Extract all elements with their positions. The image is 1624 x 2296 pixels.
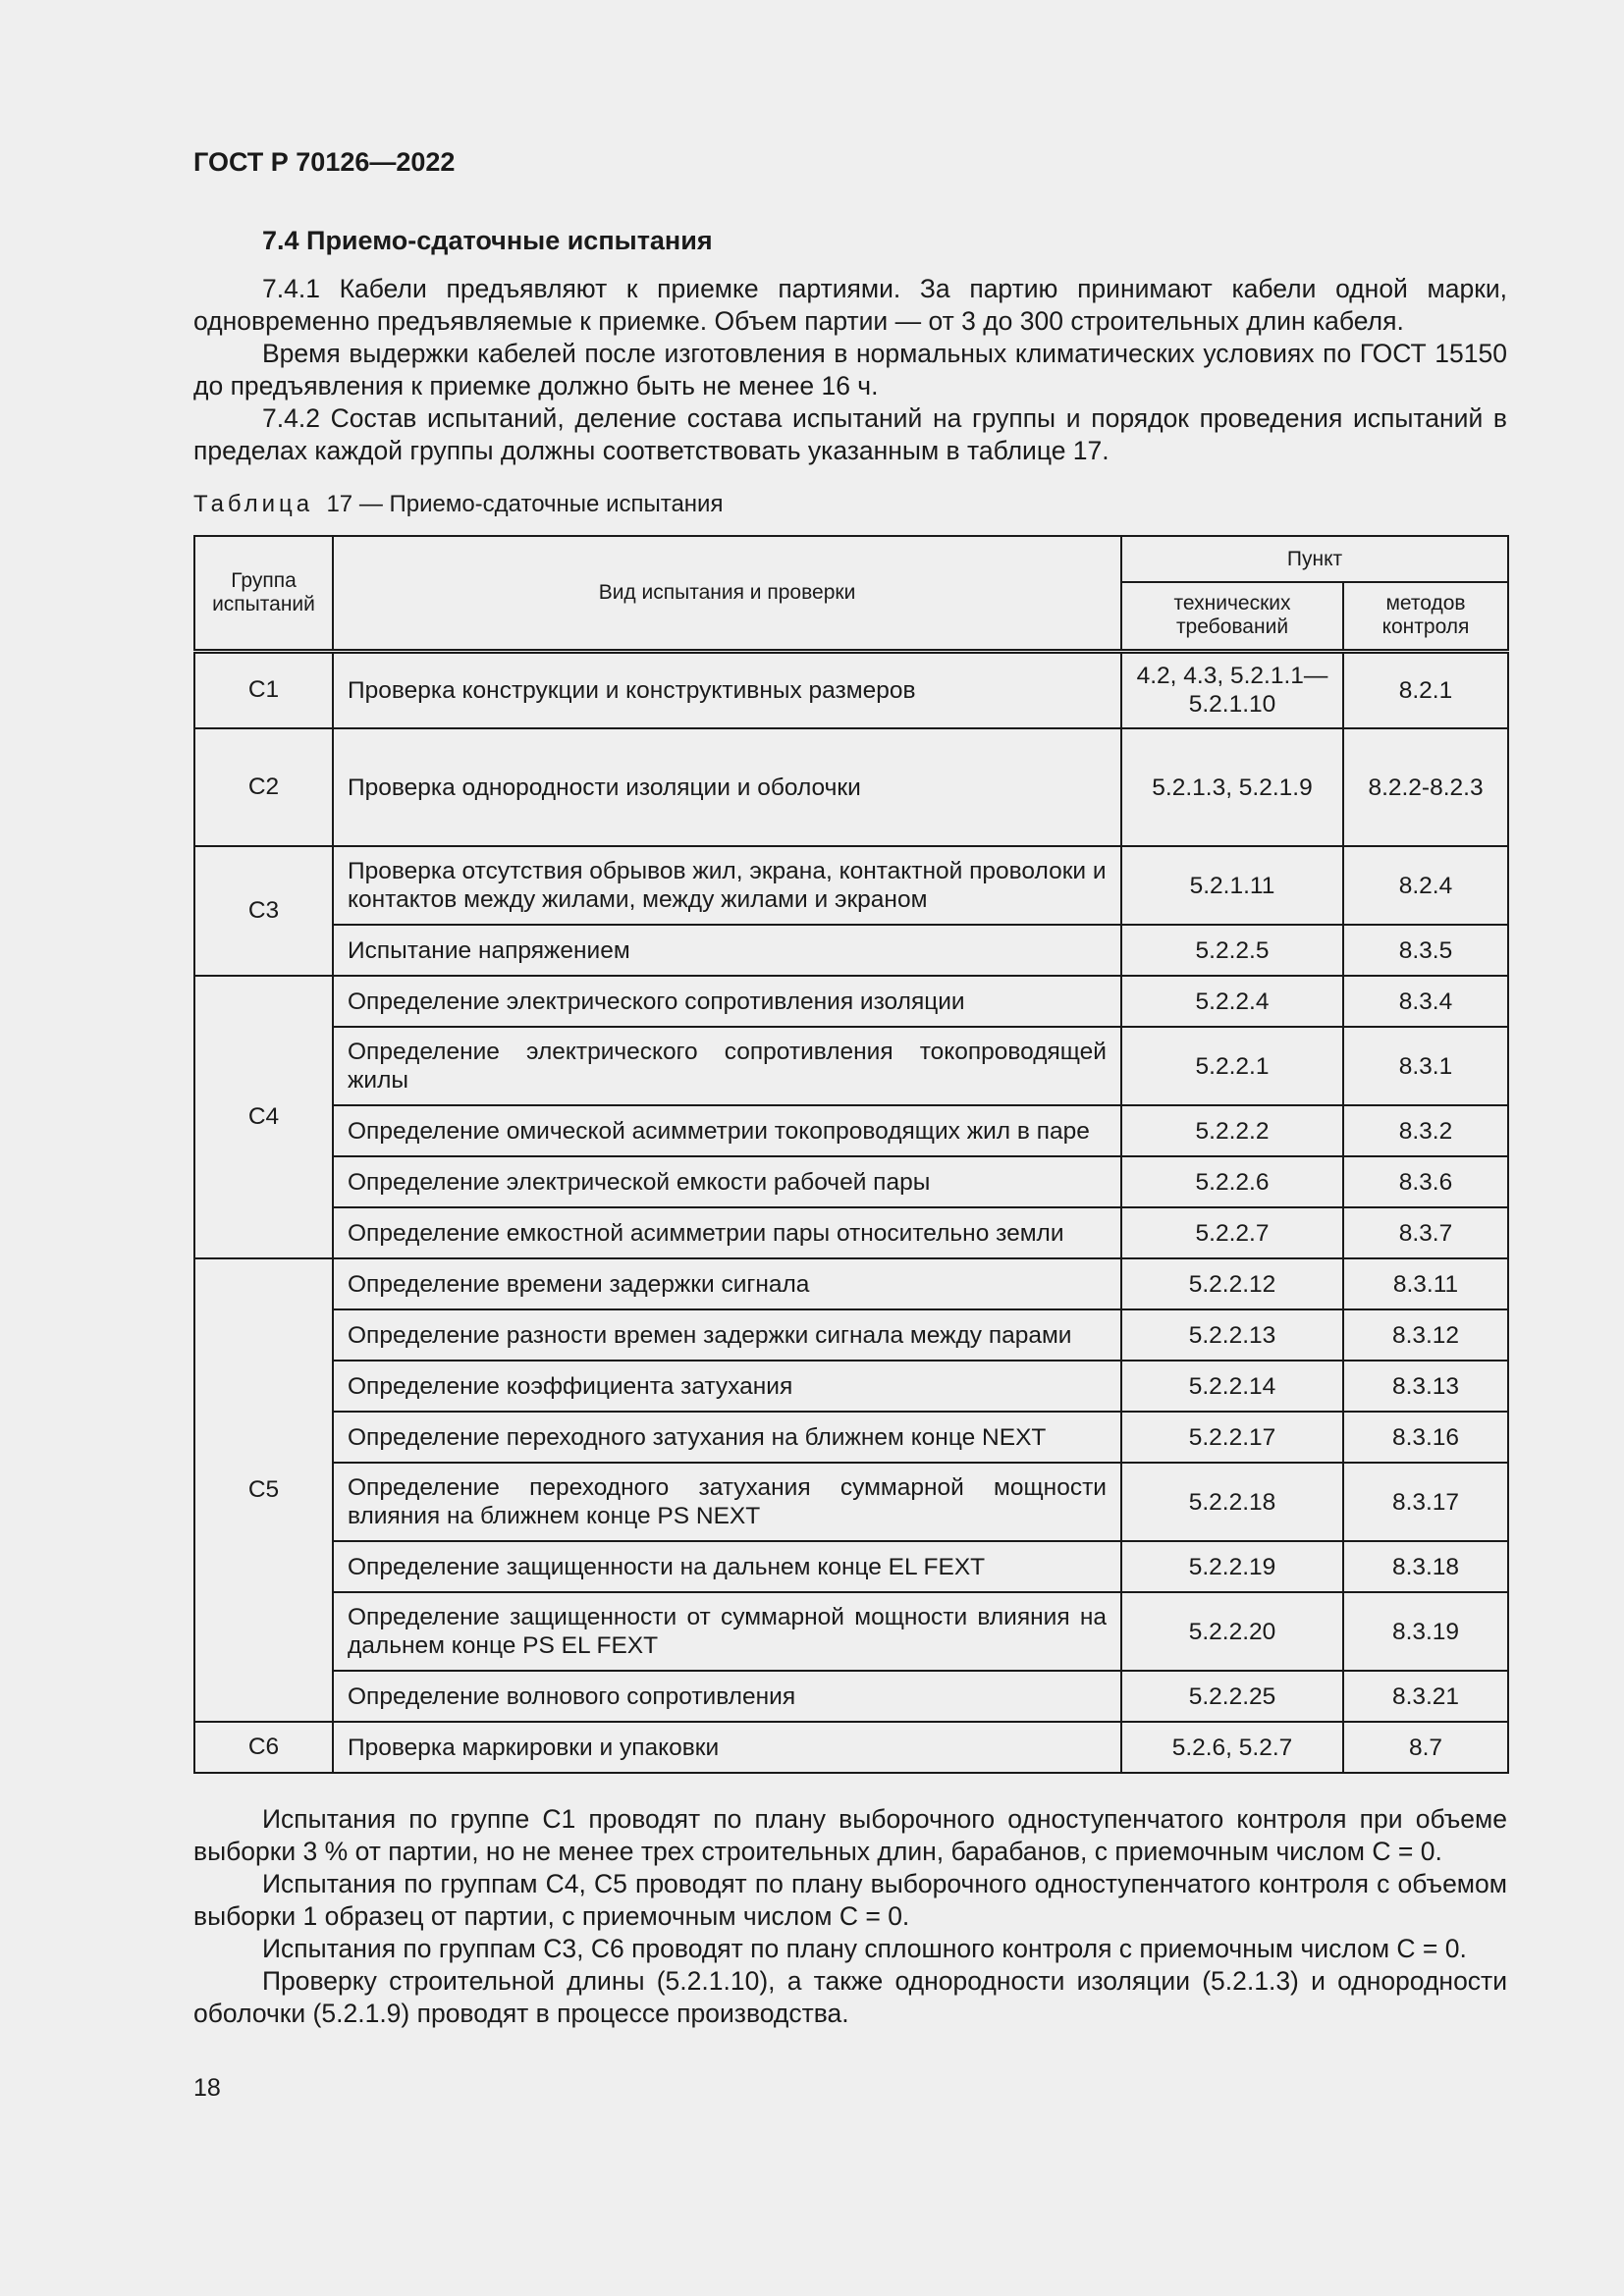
paragraph: 7.4.2 Состав испытаний, деление состава испытаний на группы и порядок проведения испытаний в пределах каждой группы должны соответствовать указанным в таблице 17.: [193, 403, 1507, 465]
group-cell: С5: [194, 1258, 333, 1722]
table-row: [194, 1156, 1508, 1207]
table-caption: [193, 491, 723, 518]
table-row: [194, 1207, 1508, 1258]
table-row: [194, 1258, 1508, 1309]
tech-cell: 5.2.6, 5.2.7: [1121, 1722, 1343, 1773]
test-cell: Проверка однородности изоляции и оболочки: [333, 728, 1121, 846]
tech-cell: 5.2.1.11: [1121, 846, 1343, 925]
table-row: [194, 1671, 1508, 1722]
table-row: [194, 1592, 1508, 1671]
tech-cell: 5.2.2.12: [1121, 1258, 1343, 1309]
method-cell: 8.3.4: [1343, 976, 1508, 1027]
table-row: [194, 1463, 1508, 1541]
test-cell: Определение переходного затухания на ближнем конце NEXT: [333, 1412, 1121, 1463]
header-group: Группа испытаний: [194, 536, 333, 651]
intro-text: [193, 273, 1507, 467]
test-cell: Проверка отсутствия обрывов жил, экрана, контактной проволоки и контактов между жилами, между жилами и экраном: [333, 846, 1121, 925]
test-cell: Определение переходного затухания суммарной мощности влияния на ближнем конце PS NEXT: [333, 1463, 1121, 1541]
method-cell: 8.3.18: [1343, 1541, 1508, 1592]
test-cell: Определение защищенности на дальнем конце EL FEXT: [333, 1541, 1121, 1592]
tech-cell: 5.2.2.17: [1121, 1412, 1343, 1463]
group-cell: С1: [194, 651, 333, 728]
tech-cell: 5.2.2.4: [1121, 976, 1343, 1027]
paragraph: Проверку строительной длины (5.2.1.10), а также однородности изоляции (5.2.1.3) и однородности оболочки (5.2.1.9) проводят в процессе производства.: [193, 1966, 1507, 2028]
group-cell: С6: [194, 1722, 333, 1773]
page-number: 18: [193, 2074, 221, 2102]
method-cell: 8.3.19: [1343, 1592, 1508, 1671]
method-cell: 8.2.4: [1343, 846, 1508, 925]
method-cell: 8.3.7: [1343, 1207, 1508, 1258]
table-row: [194, 651, 1508, 728]
table-row: [194, 846, 1508, 925]
table-row: [194, 1541, 1508, 1592]
method-cell: 8.3.1: [1343, 1027, 1508, 1105]
test-cell: Определение емкостной асимметрии пары относительно земли: [333, 1207, 1121, 1258]
group-cell: С2: [194, 728, 333, 846]
table-caption-text: 17 — Приемо-сдаточные испытания: [326, 491, 724, 517]
header-tech: технических требований: [1121, 582, 1343, 651]
test-cell: Определение электрической емкости рабочей пары: [333, 1156, 1121, 1207]
paragraph: Время выдержки кабелей после изготовления в нормальных климатических условиях по ГОСТ 15150 до предъявления к приемке должно быть не менее 16 ч.: [193, 339, 1507, 400]
tech-cell: 5.2.2.1: [1121, 1027, 1343, 1105]
tech-cell: 5.2.2.14: [1121, 1361, 1343, 1412]
method-cell: 8.7: [1343, 1722, 1508, 1773]
table-row: [194, 1412, 1508, 1463]
test-cell: Определение омической асимметрии токопроводящих жил в паре: [333, 1105, 1121, 1156]
table-row: [194, 1105, 1508, 1156]
tech-cell: 5.2.2.2: [1121, 1105, 1343, 1156]
table-row: [194, 728, 1508, 846]
header-clause: Пункт: [1121, 536, 1508, 582]
paragraph: 7.4.1 Кабели предъявляют к приемке партиями. За партию принимают кабели одной марки, одновременно предъявляемые к приемке. Объем партии — от 3 до 300 строительных длин кабеля.: [193, 274, 1507, 336]
tech-cell: 5.2.2.13: [1121, 1309, 1343, 1361]
test-cell: Определение электрического сопротивления токопроводящей жилы: [333, 1027, 1121, 1105]
after-text: [193, 1803, 1507, 2030]
test-cell: Определение защищенности от суммарной мощности влияния на дальнем конце PS EL FEXT: [333, 1592, 1121, 1671]
tech-cell: 5.2.2.6: [1121, 1156, 1343, 1207]
table-row: [194, 1309, 1508, 1361]
test-cell: Определение времени задержки сигнала: [333, 1258, 1121, 1309]
test-cell: Определение коэффициента затухания: [333, 1361, 1121, 1412]
paragraph: Испытания по группе С1 проводят по плану выборочного одноступенчатого контроля при объеме выборки 3 % от партии, но не менее трех строительных длин, барабанов, с приемочным числом С = 0.: [193, 1804, 1507, 1866]
method-cell: 8.3.21: [1343, 1671, 1508, 1722]
table-row: [194, 1027, 1508, 1105]
method-cell: 8.2.2-8.2.3: [1343, 728, 1508, 846]
table-row: [194, 976, 1508, 1027]
method-cell: 8.3.6: [1343, 1156, 1508, 1207]
tech-cell: 5.2.2.25: [1121, 1671, 1343, 1722]
tech-cell: 5.2.1.3, 5.2.1.9: [1121, 728, 1343, 846]
tech-cell: 5.2.2.7: [1121, 1207, 1343, 1258]
method-cell: 8.3.12: [1343, 1309, 1508, 1361]
table-caption-label: Таблица: [193, 491, 314, 517]
test-cell: Проверка маркировки и упаковки: [333, 1722, 1121, 1773]
method-cell: 8.3.5: [1343, 925, 1508, 976]
tech-cell: 5.2.2.19: [1121, 1541, 1343, 1592]
group-cell: С4: [194, 976, 333, 1258]
method-cell: 8.2.1: [1343, 651, 1508, 728]
tech-cell: 5.2.2.18: [1121, 1463, 1343, 1541]
tests-table: [193, 535, 1509, 1774]
section-title: 7.4 Приемо-сдаточные испытания: [262, 226, 713, 255]
test-cell: Определение волнового сопротивления: [333, 1671, 1121, 1722]
tech-cell: 5.2.2.20: [1121, 1592, 1343, 1671]
header-test: Вид испытания и проверки: [333, 536, 1121, 651]
tech-cell: 5.2.2.5: [1121, 925, 1343, 976]
test-cell: Определение разности времен задержки сигнала между парами: [333, 1309, 1121, 1361]
document-header: ГОСТ Р 70126—2022: [193, 147, 456, 177]
test-cell: Проверка конструкции и конструктивных размеров: [333, 651, 1121, 728]
method-cell: 8.3.2: [1343, 1105, 1508, 1156]
method-cell: 8.3.13: [1343, 1361, 1508, 1412]
group-cell: С3: [194, 846, 333, 976]
paragraph: Испытания по группам С3, С6 проводят по плану сплошного контроля с приемочным числом С = 0.: [262, 1934, 1467, 1963]
test-cell: Испытание напряжением: [333, 925, 1121, 976]
method-cell: 8.3.17: [1343, 1463, 1508, 1541]
table-row: [194, 1361, 1508, 1412]
table-row: [194, 1722, 1508, 1773]
method-cell: 8.3.16: [1343, 1412, 1508, 1463]
tech-cell: 4.2, 4.3, 5.2.1.1—5.2.1.10: [1121, 651, 1343, 728]
table-row: [194, 925, 1508, 976]
header-method: методов контроля: [1343, 582, 1508, 651]
paragraph: Испытания по группам С4, С5 проводят по плану выборочного одноступенчатого контроля с объемом выборки 1 образец от партии, с приемочным числом С = 0.: [193, 1869, 1507, 1931]
test-cell: Определение электрического сопротивления изоляции: [333, 976, 1121, 1027]
method-cell: 8.3.11: [1343, 1258, 1508, 1309]
